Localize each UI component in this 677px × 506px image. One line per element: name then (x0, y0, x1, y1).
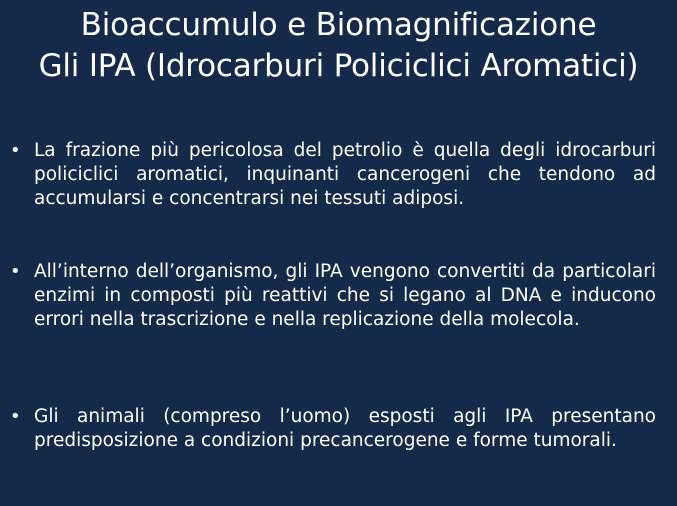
bullet-icon: • (10, 261, 21, 282)
bullet-text: Gli animali (compreso l’uomo) esposti agli IPA presentano predisposizione a condizioni precancerogene e forme tumorali. (34, 406, 656, 451)
bullet-icon: • (10, 140, 21, 161)
slide-title-line-2: Gli IPA (Idrocarburi Policiclici Aromatici) (38, 48, 639, 84)
bullet-text: All’interno dell’organismo, gli IPA vengono convertiti da particolari enzimi in composti più reattivi che si legano al DNA e inducono errori nella trascrizione e nella replicazione della molecola. (34, 261, 656, 330)
bullet-text: La frazione più pericolosa del petrolio è quella degli idrocarburi policiclici aromatici, inquinanti cancerogeni che tendono ad accumularsi e concentrarsi nei tessuti adiposi. (34, 140, 656, 209)
bullet-icon: • (10, 406, 21, 427)
slide-title-line-1: Bioaccumulo e Biomagnificazione (80, 7, 597, 43)
slide-title (0, 5, 677, 87)
